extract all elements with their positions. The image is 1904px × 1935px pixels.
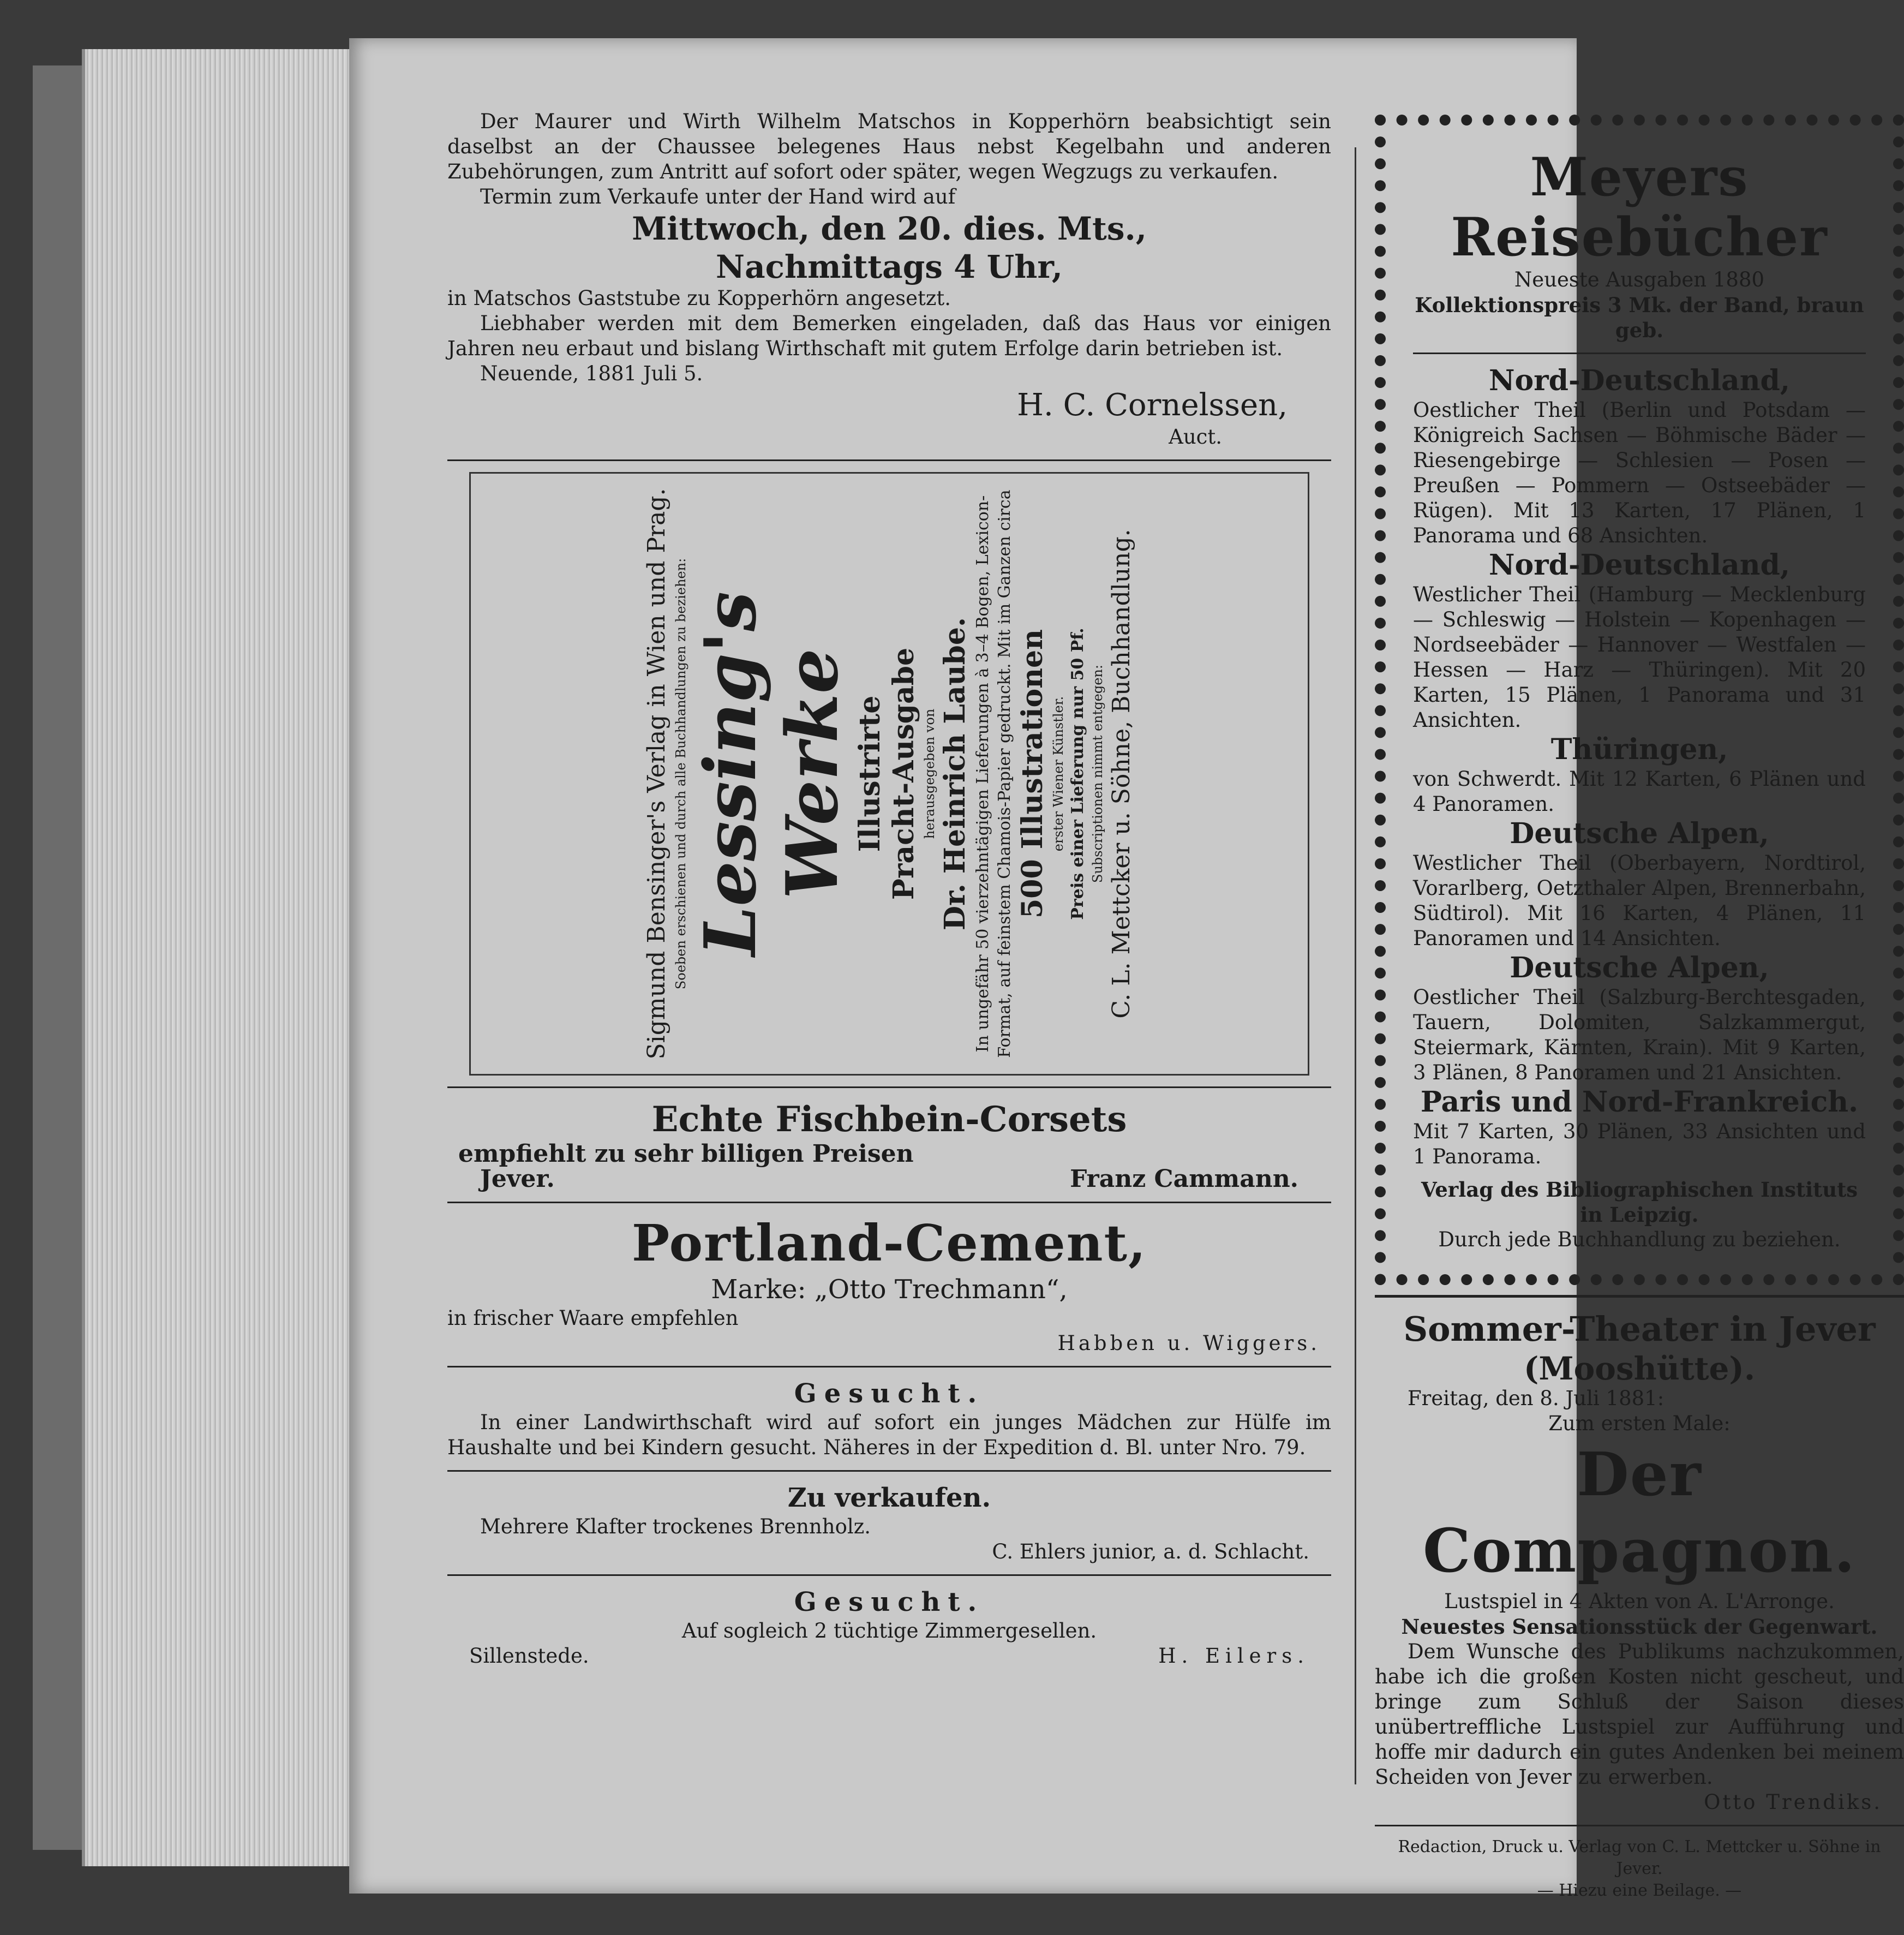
verkaufen-body: Mehrere Klafter trockenes Brennholz.: [480, 1515, 871, 1538]
meyers-entry-head: Nord-Deutschland,: [1488, 364, 1791, 397]
gesucht2-place: Sillenstede.: [469, 1644, 589, 1668]
imprint: [1375, 1836, 1904, 1902]
lessing-publisher: Sigmund Bensinger's Verlag in Wien und Prag.: [643, 488, 670, 1060]
meyers-entry-body: Oestlicher Theil (Berlin und Potsdam — Königreich Sachsen — Böhmische Bäder — Riesengebirge — Schlesien — Posen — Preußen — Pommern — Ostseebäder — Rügen). Mit 13 Karten, 17 Plänen, 1 Panorama und 68 Ansichten.: [1413, 398, 1866, 547]
imprint-line2: — Hiezu eine Beilage. —: [1537, 1881, 1742, 1900]
gesucht1-body: In einer Landwirthschaft wird auf sofort ein junges Mädchen zur Hülfe im Haushalte und bei Kindern gesucht. Näheres in der Expedition d. Bl. unter Nro. 79.: [447, 1411, 1331, 1459]
matschos-termin: Termin zum Verkaufe unter der Hand wird auf: [480, 185, 956, 208]
theater-date: Freitag, den 8. Juli 1881:: [1408, 1387, 1664, 1410]
meyers-price: Kollektionspreis 3 Mk. der Band, braun geb.: [1415, 293, 1864, 342]
lessing-artists: erster Wiener Künstler.: [1051, 696, 1066, 852]
lessing-illus: 500 Illustrationen: [1016, 629, 1049, 918]
lessing-title: Lessing's Werke: [688, 591, 854, 957]
matschos-place: in Matschos Gaststube zu Kopperhörn angesetzt.: [447, 286, 951, 310]
theater-body: Dem Wunsche des Publikums nachzukommen, habe ich die großen Kosten nicht gescheut, und bringe zum Schluß der Saison dieses unübertreffliche Lustspiel zur Aufführung und hoffe mir dadurch ein gutes Andenken bei meinem Scheiden von Jever zu erwerben.: [1375, 1640, 1904, 1789]
matschos-dateline: Neuende, 1881 Juli 5.: [480, 362, 703, 385]
ad-gesucht-2: [447, 1586, 1331, 1669]
theater-first: Zum ersten Male:: [1548, 1412, 1731, 1435]
verkaufen-seller: C. Ehlers junior, a. d. Schlacht.: [992, 1540, 1309, 1563]
meyers-entry-head: Nord-Deutschland,: [1488, 548, 1791, 582]
divider-rule: [447, 1574, 1331, 1576]
divider-rule: [447, 1366, 1331, 1367]
gesucht2-footer: [447, 1644, 1331, 1669]
gesucht2-seller: H. Eilers.: [1158, 1644, 1309, 1668]
ad-theater: [1375, 1307, 1904, 1815]
theater-venue: (Mooshütte).: [1523, 1350, 1756, 1387]
lessing-price: Preis einer Lieferung nur 50 Pf.: [1068, 628, 1087, 920]
meyers-entry-head: Deutsche Alpen,: [1510, 951, 1769, 984]
matschos-signature: H. C. Cornelssen,: [1017, 387, 1288, 423]
verkaufen-title: Zu verkaufen.: [787, 1483, 991, 1513]
meyers-entry-body: Westlicher Theil (Hamburg — Mecklenburg — Schleswig — Holstein — Kopenhagen — Nordseebäder — Hannover — Westfalen — Hessen — Harz — Thüringen). Mit 20 Karten, 15 Plänen, 1 Panorama und 31 Ansichten.: [1413, 583, 1866, 732]
gesucht1-title: Gesucht.: [794, 1378, 985, 1409]
lessing-format: In ungefähr 50 vierzehntägigen Lieferungen à 3–4 Bogen, Lexicon-Format, auf feinstem Chamois-Papier gedruckt. Mit im Ganzen circa: [973, 489, 1014, 1058]
meyers-entry-body: Oestlicher Theil (Salzburg-Berchtesgaden, Tauern, Dolomiten, Salzkammergut, Steiermark, Kärnten, Krain). Mit 9 Karten, 3 Plänen, 8 Panoramen und 21 Ansichten.: [1413, 986, 1866, 1084]
imprint-line1: Redaction, Druck u. Verlag von C. L. Mettcker u. Söhne in Jever.: [1398, 1837, 1881, 1878]
lessing-editor: Dr. Heinrich Laube.: [938, 617, 972, 931]
corsets-place: Jever.: [480, 1165, 555, 1193]
meyers-entry-body: Westlicher Theil (Oberbayern, Nordtirol, Vorarlberg, Oetzthaler Alpen, Brennerbahn, Südtirol). Mit 16 Karten, 4 Plänen, 11 Panoramen und 14 Ansichten.: [1413, 851, 1866, 950]
theater-signature: Otto Trendiks.: [1704, 1790, 1882, 1814]
corsets-line: empfiehlt zu sehr billigen Preisen: [458, 1140, 914, 1168]
ad-verkaufen: [447, 1482, 1331, 1564]
ad-matschos: [447, 109, 1331, 450]
meyers-entry-body: von Schwerdt. Mit 12 Karten, 6 Plänen und 4 Panoramen.: [1413, 767, 1866, 816]
meyers-entry-body: Mit 7 Karten, 30 Plänen, 33 Ansichten und 1 Panorama.: [1413, 1120, 1866, 1168]
theater-title: Sommer-Theater in Jever: [1403, 1309, 1876, 1349]
meyers-entry-head: Deutsche Alpen,: [1510, 817, 1769, 850]
corsets-footer: [447, 1167, 1331, 1192]
corsets-title: Echte Fischbein-Corsets: [651, 1099, 1127, 1140]
lessing-edition-3: herausgegeben von: [922, 708, 937, 839]
lessing-edition-2: Pracht-Ausgabe: [887, 647, 920, 900]
theater-play: Der Compagnon.: [1422, 1439, 1857, 1586]
meyers-publisher: Verlag des Bibliographischen Instituts in Leipzig.: [1421, 1178, 1858, 1227]
meyers-title: Meyers Reisebücher: [1451, 146, 1828, 268]
matschos-date: Mittwoch, den 20. dies. Mts.,: [632, 210, 1147, 247]
divider-rule: [447, 1202, 1331, 1203]
divider-rule: [1375, 1295, 1904, 1298]
ad-meyers: [1375, 115, 1904, 1285]
lessing-subscription: Subscriptionen nimmt entgegen:: [1090, 665, 1105, 883]
ad-gesucht-1: [447, 1377, 1331, 1460]
corsets-seller: Franz Cammann.: [1070, 1165, 1298, 1193]
book-spine-shadow: [33, 65, 82, 1850]
lessing-edition-1: Illustrirte: [853, 695, 887, 852]
ad-corsets: [447, 1098, 1331, 1192]
right-column: [1375, 109, 1904, 1902]
page-stack-edge: [82, 49, 358, 1866]
divider-rule: [1413, 353, 1866, 354]
cement-brand: Marke: „Otto Trechmann“,: [711, 1274, 1068, 1305]
lessing-rotated-text: [642, 479, 1137, 1068]
cement-line: in frischer Waare empfehlen: [447, 1306, 739, 1330]
ad-lessing: [469, 472, 1309, 1076]
meyers-entry-head: Paris und Nord-Frankreich.: [1420, 1085, 1859, 1119]
meyers-entry-head: Thüringen,: [1550, 733, 1728, 766]
cement-seller: Habben u. Wiggers.: [1057, 1331, 1320, 1355]
lessing-sub: Soeben erschienen und durch alle Buchhandlungen zu beziehen:: [673, 558, 688, 990]
matschos-note: Liebhaber werden mit dem Bemerken eingeladen, daß das Haus vor einigen Jahren neu erbaut und bislang Wirthschaft mit gutem Erfolge darin betrieben ist.: [447, 312, 1331, 360]
meyers-sub: Neueste Ausgaben 1880: [1514, 268, 1765, 291]
divider-rule: [447, 459, 1331, 461]
divider-rule: [447, 1086, 1331, 1088]
matschos-body: Der Maurer und Wirth Wilhelm Matschos in Kopperhörn beabsichtigt sein daselbst an der Chaussee belegenes Haus nebst Kegelbahn und anderen Zubehörungen, zum Antritt auf sofort oder später, wegen Wegzugs zu verkaufen.: [447, 110, 1331, 183]
newspaper-page: [349, 38, 1904, 1900]
lessing-dealer: C. L. Mettcker u. Söhne, Buchhandlung.: [1107, 529, 1135, 1019]
matschos-time: Nachmittags 4 Uhr,: [716, 248, 1063, 285]
cement-title: Portland-Cement,: [631, 1214, 1147, 1273]
gesucht2-body: Auf sogleich 2 tüchtige Zimmergesellen.: [681, 1619, 1097, 1643]
ad-cement: [447, 1213, 1331, 1356]
matschos-role: Auct.: [1169, 425, 1222, 449]
gesucht2-title: Gesucht.: [794, 1587, 985, 1617]
meyers-availability: Durch jede Buchhandlung zu beziehen.: [1438, 1228, 1841, 1251]
divider-rule: [447, 1470, 1331, 1472]
left-column: [447, 109, 1331, 1669]
divider-rule: [1375, 1825, 1904, 1826]
theater-genre: Lustspiel in 4 Akten von A. L'Arronge.: [1444, 1590, 1835, 1613]
theater-tagline: Neuestes Sensationsstück der Gegenwart.: [1401, 1615, 1878, 1639]
column-divider: [1355, 147, 1356, 1784]
meyers-entries: [1413, 364, 1866, 1169]
